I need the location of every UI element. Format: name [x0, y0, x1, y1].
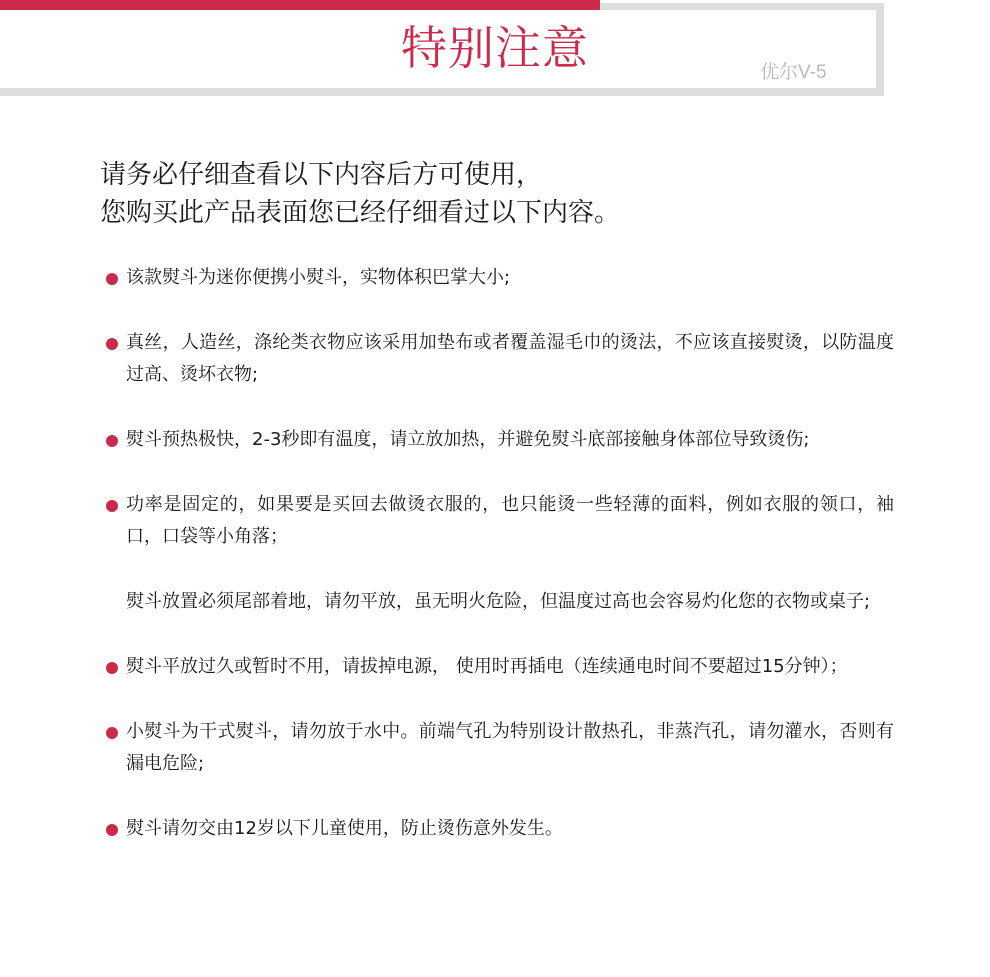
bullet-dot-icon [106, 435, 118, 447]
notice-text: 熨斗预热极快，2-3秒即有温度，请立放加热，并避免熨斗底部接触身体部位导致烫伤; [126, 429, 810, 450]
header-top-border [600, 3, 884, 10]
notice-item [104, 424, 894, 456]
notice-item [104, 716, 894, 780]
header-bottom-border [0, 88, 884, 96]
model-label: 优尔V-5 [760, 62, 827, 83]
notice-text: 功率是固定的，如果要是买回去做烫衣服的，也只能烫一些轻薄的面料，例如衣服的领口，袖口，口袋等小角落； [126, 494, 894, 547]
page-title: 特别注意 [401, 21, 589, 75]
notice-item [104, 651, 894, 683]
notice-text: 小熨斗为干式熨斗，请勿放于水中。前端气孔为特别设计散热孔，非蒸汽孔，请勿灌水，否则有漏电危险; [126, 721, 894, 774]
bullet-dot-icon [106, 727, 118, 739]
notice-item [104, 489, 894, 553]
intro-line-2: 您购买此产品表面您已经仔细看过以下内容。 [100, 198, 621, 228]
bullet-dot-icon [106, 662, 118, 674]
notice-text: 熨斗平放过久或暂时不用，请拔掉电源， 使用时再插电（连续通电时间不要超过15分钟）； [126, 656, 848, 677]
notice-text: 熨斗请勿交由12岁以下儿童使用，防止烫伤意外发生。 [126, 818, 563, 839]
notice-text: 熨斗放置必须尾部着地，请勿平放，虽无明火危险，但温度过高也会容易灼化您的衣物或桌子; [126, 591, 871, 612]
notice-item [104, 327, 894, 391]
bullet-dot-icon [106, 273, 118, 285]
intro-line-1: 请务必仔细查看以下内容后方可使用， [100, 160, 543, 190]
bullet-dot-icon [106, 824, 118, 836]
notice-item [104, 262, 894, 294]
bullet-dot-icon [106, 500, 118, 512]
notice-list [104, 262, 894, 878]
notice-text: 该款熨斗为迷你便携小熨斗，实物体积巴掌大小; [126, 267, 511, 288]
notice-text: 真丝，人造丝，涤纶类衣物应该采用加垫布或者覆盖湿毛巾的烫法，不应该直接熨烫，以防温度过高、烫坏衣物; [126, 332, 894, 385]
notice-item [104, 586, 894, 618]
bullet-dot-icon [106, 338, 118, 350]
header-accent-bar [0, 0, 600, 10]
notice-item [104, 813, 894, 845]
intro-text [100, 156, 920, 232]
